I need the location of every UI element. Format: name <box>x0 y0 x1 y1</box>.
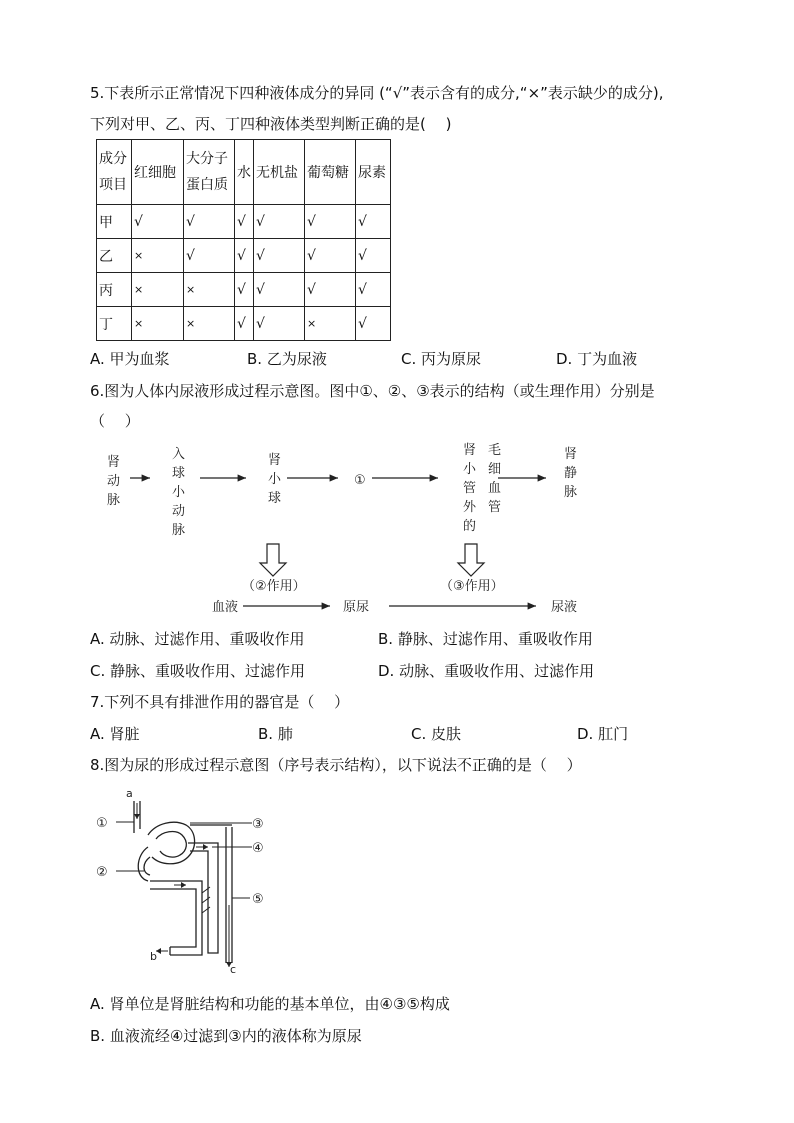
table-cell: √ <box>235 239 254 273</box>
table-cell: √ <box>305 273 356 307</box>
table-cell: √ <box>356 273 391 307</box>
table-cell: × <box>132 273 184 307</box>
table-cell: √ <box>235 205 254 239</box>
efferent-vessel <box>138 847 150 881</box>
table-row <box>97 273 391 307</box>
col-header: 葡萄糖 <box>305 140 356 205</box>
q7-option-c[interactable]: C. 皮肤 <box>411 725 462 743</box>
label-3: ③ <box>252 817 264 832</box>
q7-option-d[interactable]: D. 肛门 <box>577 725 629 743</box>
col-header: 尿素 <box>356 140 391 205</box>
table-row <box>97 205 391 239</box>
node-glomerulus: 肾小球 <box>268 453 282 506</box>
label-action-2: （②作用） <box>242 579 306 594</box>
table-cell: × <box>184 273 235 307</box>
table-cell: √ <box>356 205 391 239</box>
q5-table <box>96 139 391 341</box>
node-structure-1: ① <box>354 473 366 488</box>
table-cell: √ <box>305 205 356 239</box>
col-header: 无机盐 <box>254 140 305 205</box>
col-header <box>184 140 235 205</box>
table-cell: √ <box>254 307 305 341</box>
table-cell: √ <box>254 239 305 273</box>
table-cell: √ <box>132 205 184 239</box>
down-arrow-reabsorption <box>458 544 484 576</box>
q7-stem: 7.下列不具有排泄作用的器官是（ ） <box>90 693 350 711</box>
row-name: 甲 <box>97 205 132 239</box>
label-urine: 尿液 <box>551 600 578 615</box>
label-action-3: （③作用） <box>440 579 504 594</box>
col-header: 水 <box>235 140 254 205</box>
q8-stem: 8.图为尿的形成过程示意图（序号表示结构），以下说法不正确的是（ ） <box>90 756 582 774</box>
table-cell: √ <box>235 307 254 341</box>
table-cell: √ <box>184 205 235 239</box>
table-cell: × <box>184 307 235 341</box>
down-arrow-filtration <box>260 544 286 576</box>
node-renal-vein: 肾静脉 <box>564 447 578 500</box>
row-name: 丙 <box>97 273 132 307</box>
table-cell: √ <box>305 239 356 273</box>
table-cell: × <box>305 307 356 341</box>
q5-stem-line1: 5.下表所示正常情况下四种液体成分的异同 (“√”表示含有的成分,“×”表示缺少的成分), <box>90 84 664 102</box>
col-header-line: 蛋白质 <box>186 177 228 193</box>
q6-option-a[interactable]: A. 动脉、过滤作用、重吸收作用 <box>90 630 305 648</box>
label-blood: 血液 <box>212 600 239 615</box>
q6-option-b[interactable]: B. 静脉、过滤作用、重吸收作用 <box>378 630 593 648</box>
hatch <box>202 897 210 903</box>
table-cell: √ <box>356 239 391 273</box>
table-cell: × <box>132 307 184 341</box>
node-renal-artery: 肾动脉 <box>107 455 121 508</box>
q8-nephron-diagram <box>90 785 290 980</box>
row-name: 丁 <box>97 307 132 341</box>
q5-option-c[interactable]: C. 丙为原尿 <box>401 350 482 368</box>
q5-stem-line2: 下列对甲、乙、丙、丁四种液体类型判断正确的是( ) <box>90 115 452 133</box>
table-cell: × <box>132 239 184 273</box>
row-name: 乙 <box>97 239 132 273</box>
q6-down-arrows <box>260 544 484 576</box>
label-5: ⑤ <box>252 892 264 907</box>
q6-option-c[interactable]: C. 静脉、重吸收作用、过滤作用 <box>90 662 306 680</box>
q6-stem-line2: （ ） <box>90 412 140 430</box>
q6-option-d[interactable]: D. 动脉、重吸收作用、过滤作用 <box>378 662 595 680</box>
q6-urine-formation-diagram <box>0 440 794 620</box>
q7-option-b[interactable]: B. 肺 <box>258 725 293 743</box>
nephron-structure <box>134 801 232 963</box>
corner-bottom: 项目 <box>99 177 127 193</box>
table-cell: √ <box>254 273 305 307</box>
glomerulus <box>156 832 186 858</box>
q7-option-a[interactable]: A. 肾脏 <box>90 725 140 743</box>
q6-stem-line1: 6.图为人体内尿液形成过程示意图。图中①、②、③表示的结构（或生理作用）分别是 <box>90 382 655 400</box>
flow-arrows <box>137 803 229 967</box>
label-primary-urine: 原尿 <box>343 600 370 615</box>
table-cell: √ <box>235 273 254 307</box>
renal-tubule <box>188 843 218 953</box>
table-cell: √ <box>254 205 305 239</box>
hatch <box>202 907 210 913</box>
q5-option-d[interactable]: D. 丁为血液 <box>556 350 638 368</box>
col-header: 红细胞 <box>132 140 184 205</box>
q5-option-b[interactable]: B. 乙为尿液 <box>247 350 327 368</box>
node-capillary-col1: 肾小管外的 <box>463 443 477 534</box>
table-row <box>97 239 391 273</box>
col-header-line: 大分子 <box>186 151 228 167</box>
peritubular-capillary <box>150 881 202 955</box>
hatch <box>202 887 210 893</box>
label-4: ④ <box>252 841 264 856</box>
q6-bottom-labels <box>212 579 577 615</box>
label-a: a <box>126 787 133 800</box>
label-1: ① <box>96 816 108 831</box>
q8-option-a[interactable]: A. 肾单位是肾脏结构和功能的基本单位，由④③⑤构成 <box>90 995 450 1013</box>
table-row <box>97 307 391 341</box>
table-cell: √ <box>184 239 235 273</box>
label-b: b <box>150 950 157 963</box>
label-c: c <box>230 963 237 976</box>
node-afferent-arteriole: 入球小动脉 <box>172 447 186 538</box>
table-corner-cell <box>97 140 132 205</box>
label-2: ② <box>96 865 108 880</box>
node-capillary-col2: 毛细血管 <box>488 443 502 515</box>
table-cell: √ <box>356 307 391 341</box>
q6-node-labels <box>107 442 577 538</box>
q5-option-a[interactable]: A. 甲为血浆 <box>90 350 170 368</box>
corner-top: 成分 <box>99 151 127 167</box>
table-header-row <box>97 140 391 205</box>
q8-option-b[interactable]: B. 血液流经④过滤到③内的液体称为原尿 <box>90 1027 362 1045</box>
